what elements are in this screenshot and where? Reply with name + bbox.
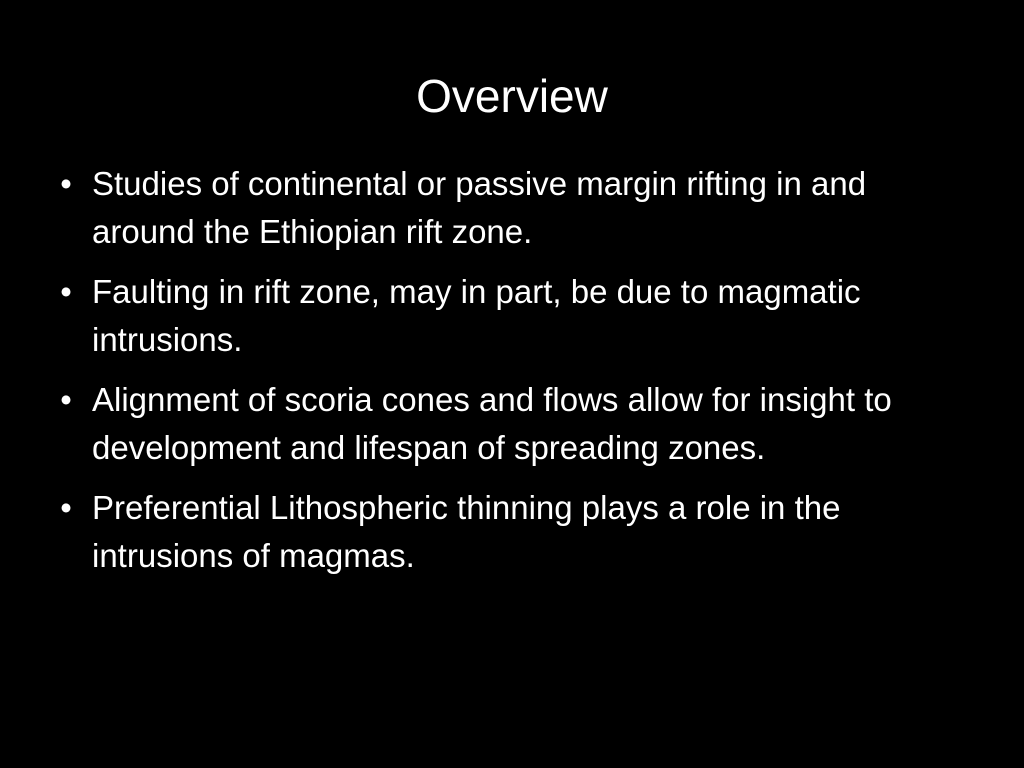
- bullet-item: [56, 376, 966, 472]
- bullet-text: Faulting in rift zone, may in part, be due to magmatic intrusions.: [92, 273, 861, 358]
- bullet-text: Preferential Lithospheric thinning plays a role in the intrusions of magmas.: [92, 489, 841, 574]
- bullet-item: [56, 160, 966, 256]
- bullet-marker-icon: •: [60, 381, 72, 418]
- bullet-item: [56, 268, 966, 364]
- slide-title: Overview: [416, 70, 608, 122]
- bullet-marker-icon: •: [60, 489, 72, 526]
- bullet-marker-icon: •: [60, 165, 72, 202]
- bullet-item: [56, 484, 966, 580]
- bullet-list: [56, 160, 966, 592]
- bullet-marker-icon: •: [60, 273, 72, 310]
- bullet-text: Studies of continental or passive margin rifting in and around the Ethiopian rift zone.: [92, 165, 867, 250]
- bullet-text: Alignment of scoria cones and flows allow for insight to development and lifespan of spreading zones.: [92, 381, 892, 466]
